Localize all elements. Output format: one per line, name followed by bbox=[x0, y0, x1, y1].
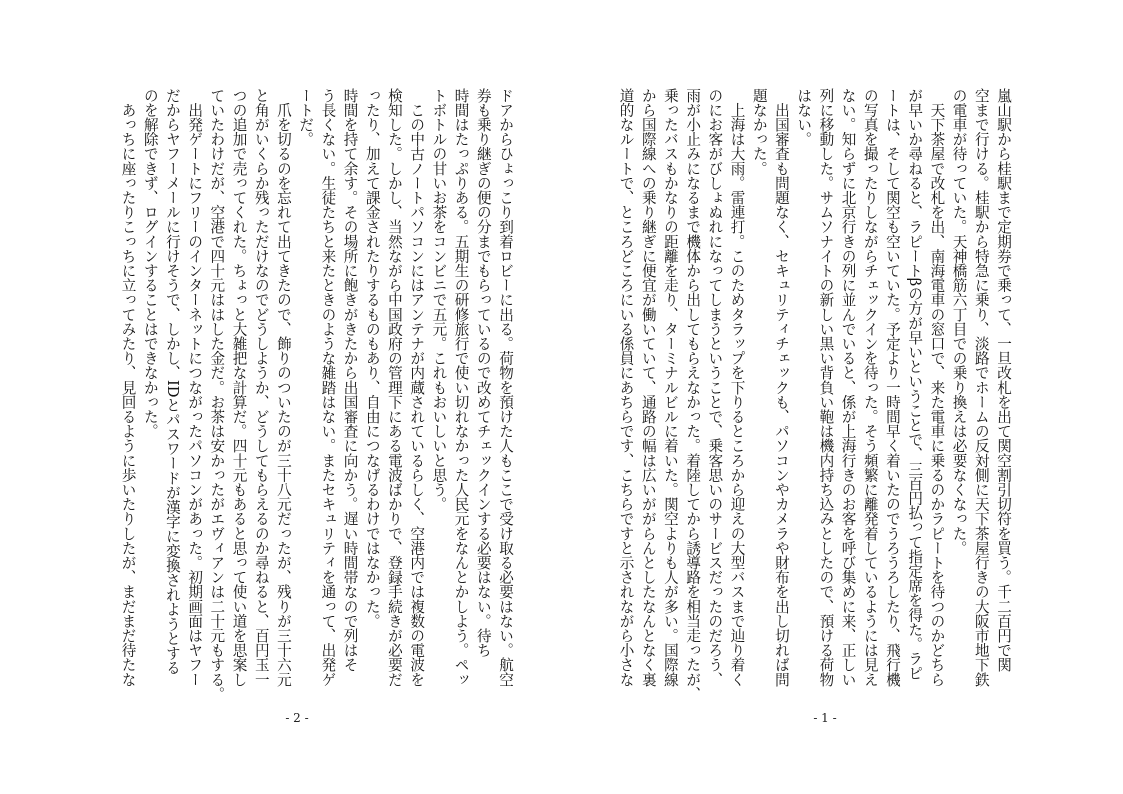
text-line: ートは、そして関空も空いていた。予定より一時間早く着いたのでうろうろしたり、飛行機 bbox=[883, 88, 901, 687]
text-line: 出発ゲートにフリーのインターネットにつながったパソコンがあった。初期画面はヤフー bbox=[186, 88, 204, 687]
text-line: の写真を撮ったりしながらチェックインを待った。そう頻繁に離発着しているようには見え bbox=[861, 88, 879, 687]
text-line: 雨が小止みになるまで機体から出してもらえなかった。着陸してから誘導路を相当走ったが、 bbox=[684, 88, 702, 702]
page-1-body bbox=[614, 88, 1014, 702]
text-line: この中古ノートパソコンにはアンテナが内蔵されているらしく、空港内では複数の電波を bbox=[408, 88, 426, 687]
text-line: あっちに座ったりこっちに立ってみたり、見回るように歩いたりしたが、まだまだ待たな bbox=[119, 88, 137, 687]
text-line: 道的なルートで、ところどころにいる係員にあちらです、こちらですと示されながら小さな bbox=[617, 88, 635, 687]
page-2-body bbox=[116, 88, 516, 702]
page-1 bbox=[562, 0, 1123, 794]
text-line: ートだ。 bbox=[297, 88, 315, 147]
text-line: 爪を切るのを忘れて出てきたので、飾りのついたのが三十八元だったが、残りが三十六元 bbox=[274, 88, 292, 687]
text-line: 天下茶屋で改札を出、南海電車の窓口で、来た電車に乗るのかラピートを待つのかどちら bbox=[928, 88, 946, 687]
text-line: 乗ったバスもかなりの距離を走り、ターミナルビルに着いた。関空よりも人が多い。国際線 bbox=[661, 88, 679, 687]
text-line: と角がいくらか残っただけなのでどうしようか、どうしてもらえるのか尋ねると、百円玉一 bbox=[252, 88, 270, 687]
text-line: 券も乗り継ぎの便の分までもらっているので改めてチェックインする必要はない。待ち bbox=[474, 88, 492, 658]
text-line: のにお客がびしょぬれになってしまうということで、乗客思いのサービスだったのだろう、 bbox=[706, 88, 724, 687]
text-line: 列に移動した。サムソナイトの新しい黒い背負い鞄は機内持ち込みとしたので、預ける荷物 bbox=[817, 88, 835, 687]
text-line: のを解除できず、ログインすることはできなかった。 bbox=[141, 88, 159, 439]
text-line: ったり、加えて課金されたりするものもあり、自由につなげるわけではなかった。 bbox=[363, 88, 381, 629]
page-2 bbox=[0, 0, 561, 794]
text-line: の電車が待っていた。天神橋筋六丁目での乗り換えは必要なくなった。 bbox=[950, 88, 968, 556]
text-line: から国際線への乗り継ぎに便宜が働いていて、通路の幅は広いががらんとしたなんとなく裏 bbox=[639, 88, 657, 687]
text-line: だからヤフーメールに行けそうで、しかし、IDとパスワードが漢字に変換されようとする bbox=[163, 88, 181, 675]
text-line: 空まで行ける。桂駅から特急に乗り、淡路でホームの反対側に天下茶屋行きの大阪市地下鉄 bbox=[972, 88, 990, 687]
text-line: 検知した。しかし、当然ながら中国政府の管理下にある電波ばかりで、登録手続きが必要だ bbox=[385, 88, 403, 687]
page-number: - 2 - bbox=[285, 711, 309, 725]
text-line: 時間はたっぷりある。五期生の研修旅行で使い切れなかった人民元をなんとかしよう。ペッ bbox=[452, 88, 470, 687]
text-line: 出国審査も問題なく、セキュリティチェックも、パソコンやカメラや財布を出し切れば問 bbox=[772, 88, 790, 687]
text-line: 嵐山駅から桂駅まで定期券で乗って、一旦改札を出て関空割引切符を買う。千二百円で関 bbox=[995, 88, 1012, 672]
text-line: う長くない。生徒たちと来たときのような雑踏はない。またセキュリティを通って、出発ゲ bbox=[319, 88, 337, 687]
text-line: ドアからひょっこり到着ロビーに出る。荷物を預けた人もここで受け取る必要はない。航空 bbox=[497, 88, 514, 687]
text-line: ていたわけだが、空港で四十元ははした金だ。お茶は安かったがエヴィアンは二十元もする。 bbox=[208, 88, 226, 702]
text-line: 題なかった。 bbox=[750, 88, 768, 176]
text-line: はない。 bbox=[795, 88, 813, 147]
text-line: つの追加で売ってくれた。ちょっと大雑把な計算だ。四十元もあると思って使い道を思案し bbox=[230, 88, 248, 687]
text-line: 上海は大雨。雷連打。このためタラップを下りるところから迎えの大型バスまで辿り着く bbox=[728, 88, 746, 687]
text-line: が早いか尋ねると、ラピートβの方が早いということで、三百円払って指定席を得た。ラピ bbox=[906, 88, 924, 681]
page-number: - 1 - bbox=[813, 711, 837, 725]
text-line: ない。知らずに北京行きの列に並んでいると、係が上海行きのお客を呼び集めに来、正しい bbox=[839, 88, 857, 687]
text-line: トボトルの甘いお茶をコンビニで五元。これもおいしいと思う。 bbox=[430, 88, 448, 512]
text-line: 時間を持て余す。その場所に飽きがきたから出国審査に向かう。遅い時間帯なので列はそ bbox=[341, 88, 359, 672]
